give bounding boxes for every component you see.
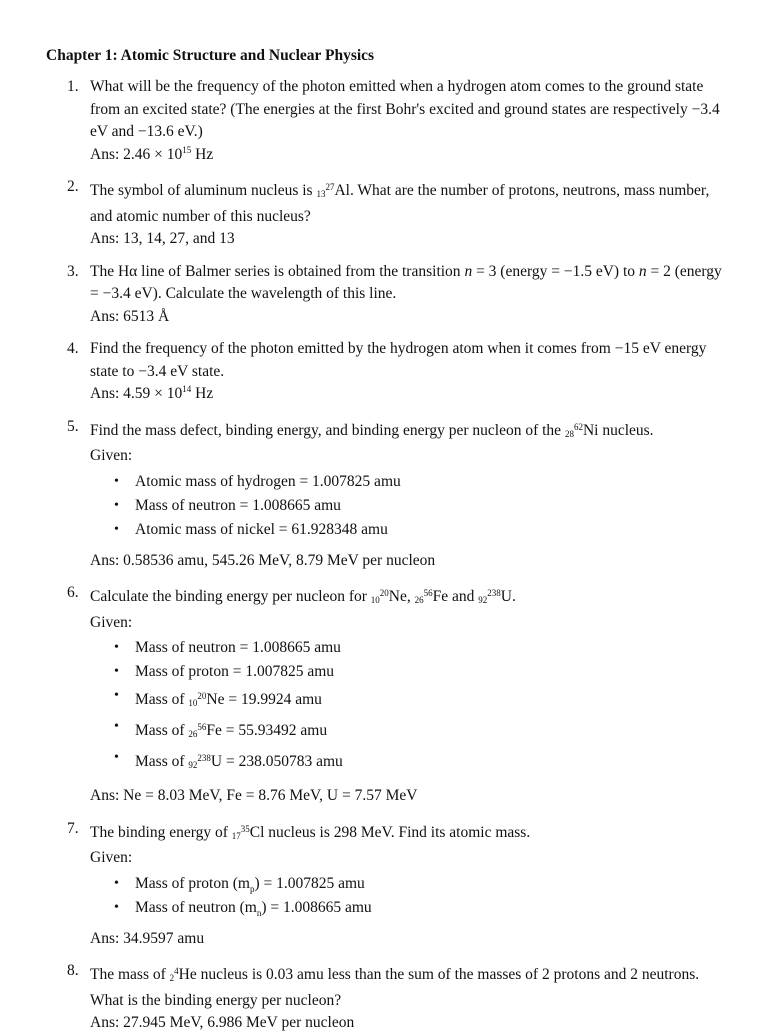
given-list [90,470,728,542]
given-label: Given: [90,447,133,464]
answer: Ans: $2.46 \times 10^{15}$ Hz [90,144,214,163]
element-symbol: Ni [582,421,599,439]
question-text: The symbol of aluminum nucleus is $13^{27}Al$. What are the number of protons, neutrons, mass number, and atomic number of this nucleus? [90,182,710,225]
question-text: The mass of $2^4He$ nucleus is 0.03 amu less than the sum of the masses of 2 protons and 2 neutrons. What is the binding energy per nucleon? [90,966,700,1009]
given-item: • Atomic mass of nickel = 61.928348 amu [90,518,728,542]
chapter-title: Chapter 1: Atomic Structure and Nuclear Physics [46,47,375,64]
answer: Ans: 0.58536 amu, 545.26 MeV, 8.79 MeV per nucleon [90,551,436,569]
question-number: 5. [67,417,79,435]
atomic-number: 28 [564,428,574,439]
mass-number: 62 [573,421,583,432]
element-symbol: He [178,966,197,983]
question-text: The binding energy of $17^{35}Cl$ nucleus is 298 MeV. Find its atomic mass. [90,823,531,841]
given-item: • Mass of $26^{56}Fe = 55.93492$ amu [90,715,728,746]
element-symbol: Cl [249,823,265,841]
mass-number: 4 [174,966,179,976]
question-number: 3. [67,262,79,280]
question-8 [46,960,728,1035]
given-label: Given: [90,613,133,631]
question-number: 8. [67,962,79,979]
given-item: • Mass of proton $(m_p) = 1.007825$ amu [90,872,728,896]
answer: Ans: 6513 Å [90,307,170,325]
atomic-number: 13 [316,189,326,199]
given-item: • Mass of proton = 1.007825 amu [90,660,728,684]
question-text: Calculate the binding energy per nucleon for $10^{20}Ne$, $26^{56}Fe$ and $92^{238}U$. [90,588,516,605]
question-number: 4. [67,340,79,357]
question-text: Find the mass defect, binding energy, and binding energy per nucleon of the $28^{62}Ni$ nucleus. [90,421,654,439]
atomic-number: 17 [231,830,241,841]
question-number: 2. [67,178,79,195]
question-5 [46,416,728,573]
question-number: 7. [67,819,79,837]
given-item: • Mass of neutron = 1.008665 amu [90,636,728,660]
question-4 [46,338,728,406]
question-3 [46,261,728,329]
question-number: 6. [67,584,79,601]
given-list [90,636,728,777]
element-symbol: Al [334,182,350,199]
question-number: 1. [67,78,79,95]
mass-number: 35 [240,823,250,834]
given-item: • Atomic mass of hydrogen = 1.007825 amu [90,470,728,494]
answer: Ans: Ne = 8.03 MeV, Fe = 8.76 MeV, U = 7.57 MeV [90,787,418,804]
answer: Ans: $4.59 \times 10^{14}$ Hz [90,383,214,402]
question-text: The Hα line of Balmer series is obtained from the transition n = 3 (energy = −1.5 eV) to n = 2 (energy = −3.4 eV). Calculate the wavelength of this line. [90,262,722,302]
question-2 [46,176,728,251]
atomic-number: 2 [169,973,175,983]
question-6 [46,582,728,808]
given-list [90,872,728,920]
question-7 [46,818,728,951]
given-item: • Mass of neutron = 1.008665 amu [90,494,728,518]
question-text: Find the frequency of the photon emitted by the hydrogen atom when it comes from −15 eV energy state to −3.4 eV state. [90,340,707,380]
mass-number: 27 [325,182,335,192]
given-item: • Mass of $92^{238}U = 238.050783$ amu [90,746,728,777]
given-label: Given: [90,849,133,866]
answer: Ans: 13, 14, 27, and 13 [90,230,235,247]
given-item: • Mass of $10^{20}Ne = 19.9924$ amu [90,684,728,715]
given-item: • Mass of neutron $(m_n) = 1.008665$ amu [90,896,728,920]
answer: Ans: 27.945 MeV, 6.986 MeV per nucleon [90,1014,355,1031]
question-text: What will be the frequency of the photon emitted when a hydrogen atom comes to the ground state from an excited state? (The energies at the first Bohr's excited and ground states are respectively −3.4 eV and −13.6 eV.) [90,78,720,140]
answer: Ans: 34.9597 amu [90,929,205,947]
question-list [46,76,728,1035]
question-1 [46,76,728,166]
